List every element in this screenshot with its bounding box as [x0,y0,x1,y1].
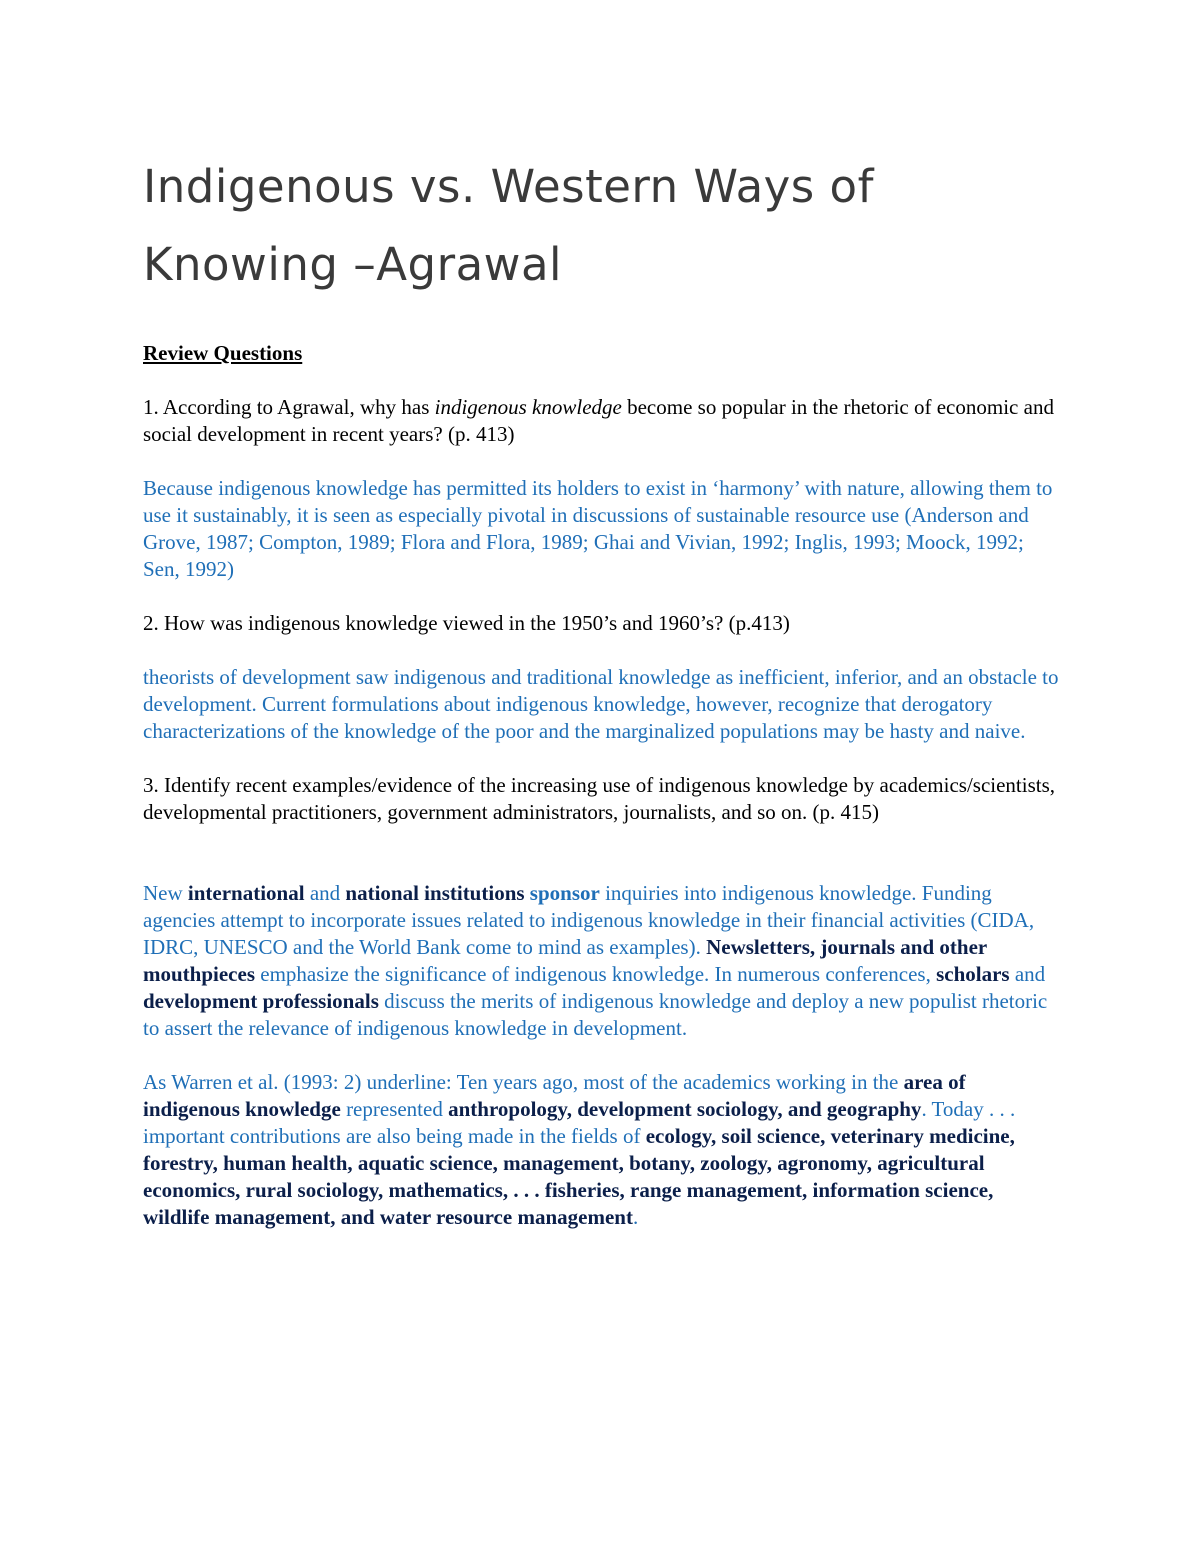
answer-3-quote [143,1069,1060,1231]
answer-3-text: inquiries into indigenous knowledge. Funding agencies attempt to incorporate issues related to indigenous knowledge in their financial activities (CIDA, IDRC, UNESCO and the World Bank come to mind as examples). [143,881,1035,959]
answer-3-bold: development professionals [143,989,379,1013]
answer-3 [143,880,1060,1042]
answer-3-text: emphasize the significance of indigenous knowledge. In numerous conferences, [255,962,937,986]
answer-3-bold: Newsletters, journals and other mouthpieces [143,935,987,986]
quote-text: . [632,1205,639,1229]
answer-3-bold: national institutions [345,881,525,905]
answer-2: theorists of development saw indigenous and traditional knowledge as inefficient, inferior, and an obstacle to development. Current formulations about indigenous knowledge, however, recognize that derogatory characterizations of the knowledge of the poor and the marginalized populations may be hasty and naive. [143,665,1059,743]
quote-text: represented [340,1097,449,1121]
answer-3-text: and [1009,962,1046,986]
section-heading: Review Questions [143,341,303,365]
answer-3-bold: international [187,881,305,905]
title-line-2: Knowing –Agrawal [143,238,563,291]
question-1 [143,394,1060,448]
question-2: 2. How was indigenous knowledge viewed in the 1950’s and 1960’s? (p.413) [143,611,790,635]
question-1-pre: 1. According to Agrawal, why has [143,395,435,419]
quote-bold: anthropology, development sociology, and geography [448,1097,922,1121]
answer-3-bold: scholars [936,962,1010,986]
quote-bold: ecology, soil science, veterinary medicine, forestry, human health, aquatic science, management, botany, zoology, agronomy, agricultural economics, rural sociology, mathematics, . . . fisheries, range management, information science, wildlife management, and water resource management [143,1124,1015,1229]
answer-3-text: New [143,881,188,905]
answer-3-bold: sponsor [529,881,600,905]
answer-3-text: and [304,881,346,905]
title-line-1: Indigenous vs. Western Ways of [143,160,874,213]
quote-bold: area of indigenous knowledge [143,1070,966,1121]
quote-text: As Warren et al. (1993: 2) underline: Ten years ago, most of the academics working in the [143,1070,904,1094]
quote-text: . Today . . . important contributions are also being made in the fields of [143,1097,1016,1148]
answer-1: Because indigenous knowledge has permitted its holders to exist in ‘harmony’ with nature, allowing them to use it sustainably, it is seen as especially pivotal in discussions of sustainable resource use (Anderson and Grove, 1987; Compton, 1989; Flora and Flora, 1989; Ghai and Vivian, 1992; Inglis, 1993; Moock, 1992; Sen, 1992) [143,476,1053,581]
answer-3-text: discuss the merits of indigenous knowledge and deploy a new populist rhetoric to assert the relevance of indigenous knowledge in development. [143,989,1048,1040]
question-1-post: become so popular in the rhetoric of economic and social development in recent years? (p. 413) [143,395,1054,446]
document-title [143,148,1060,304]
question-1-emphasis: indigenous knowledge [434,395,622,419]
question-3: 3. Identify recent examples/evidence of the increasing use of indigenous knowledge by academics/scientists, developmental practitioners, government administrators, journalists, and so on. (p. 415) [143,773,1056,824]
